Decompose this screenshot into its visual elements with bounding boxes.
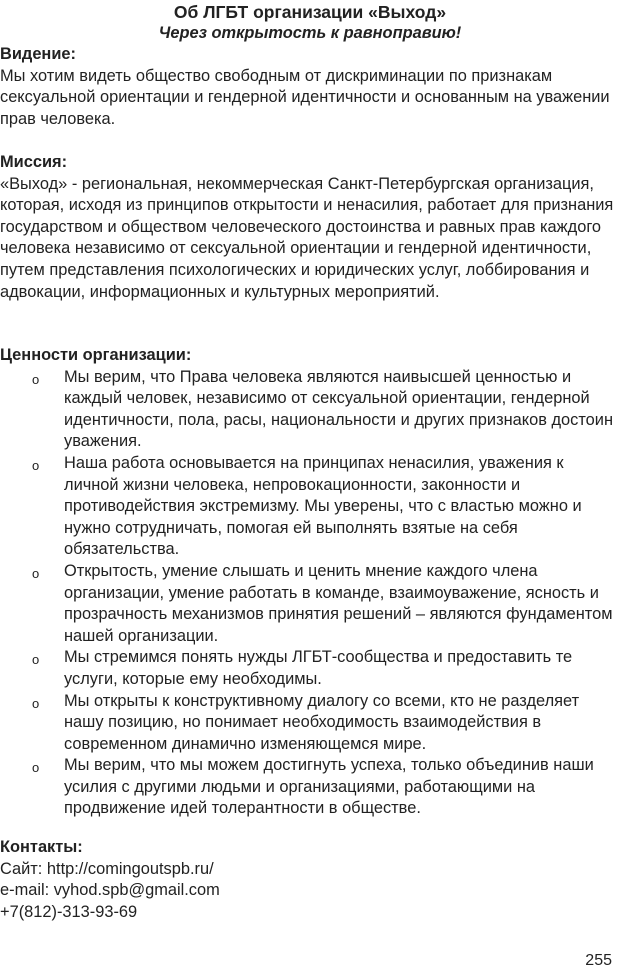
value-text: Мы открыты к конструктивному диалогу со всеми, кто не разделяет нашу позицию, но понимает необходимость взаимодействия в современном динамично изменяющемся мире. (64, 691, 580, 753)
contacts-heading: Контакты: (0, 838, 83, 856)
bullet-circle-icon: o (32, 565, 40, 581)
bullet-circle-icon: o (32, 760, 40, 776)
bullet-circle-icon: o (32, 371, 40, 387)
list-item (0, 367, 620, 453)
list-item (0, 561, 620, 647)
list-item (0, 755, 620, 820)
value-text: Мы верим, что Права человека являются наивысшей ценностью и каждый человек, независимо от сексуальной ориентации, гендерной идентичности, пола, расы, национальности и других признаков достоин уважения. (64, 367, 613, 451)
mission-text: «Выход» - региональная, некоммерческая Санкт-Петербургская организация, которая, исходя из принципов открытости и ненасилия, работает для признания государством и обществом человеческого достоинства и равных прав каждого человека независимо от сексуальной ориентации и гендерной идентичности, путем представления психологических и юридических услуг, лоббирования и адвокации, информационных и культурных мероприятий. (0, 174, 614, 301)
bullet-circle-icon: o (32, 457, 40, 473)
contacts-site: Сайт: http://comingoutspb.ru/ (0, 859, 214, 878)
page-title: Об ЛГБТ организации «Выход» (173, 2, 447, 22)
value-text: Наша работа основывается на принципах ненасилия, уважения к личной жизни человека, непровокационности, законности и противодействия экстремизму. Мы уверены, что с властью можно и нужно сотрудничать, помогая ей выполнять взятые на себя обязательства. (64, 453, 582, 559)
bullet-circle-icon: o (32, 652, 40, 668)
bullet-circle-icon: o (32, 695, 40, 711)
mission-heading: Миссия: (0, 153, 68, 171)
mission-section (0, 152, 620, 303)
vision-heading: Видение: (0, 45, 76, 63)
values-list (0, 367, 620, 820)
value-text: Мы верим, что мы можем достигнуть успеха, только объединив наши усилия с другими людьми и организациями, работающими на продвижение идей толерантности в обществе. (64, 756, 594, 818)
contacts-section (0, 837, 620, 923)
value-text: Мы стремимся понять нужды ЛГБТ-сообщества и предоставить те услуги, которые ему необходимы. (64, 648, 573, 688)
vision-section (0, 44, 620, 130)
values-heading: Ценности организации: (0, 346, 192, 364)
contacts-phone: +7(812)-313-93-69 (0, 902, 138, 921)
list-item (0, 453, 620, 561)
list-item (0, 647, 620, 690)
page-subtitle: Через открытость к равноправию! (158, 24, 462, 42)
vision-text: Мы хотим видеть общество свободным от дискриминации по признакам сексуальной ориентации и гендерной идентичности и основанным на уважении прав человека. (0, 66, 610, 128)
page-number: 255 (585, 952, 612, 969)
value-text: Открытость, умение слышать и ценить мнение каждого члена организации, умение работать в команде, взаимоуважение, ясность и прозрачность механизмов принятия решений – являются фундаментом нашей организации. (64, 561, 613, 645)
contacts-email: e-mail: vyhod.spb@gmail.com (0, 881, 220, 900)
values-section (0, 345, 620, 820)
list-item (0, 691, 620, 756)
